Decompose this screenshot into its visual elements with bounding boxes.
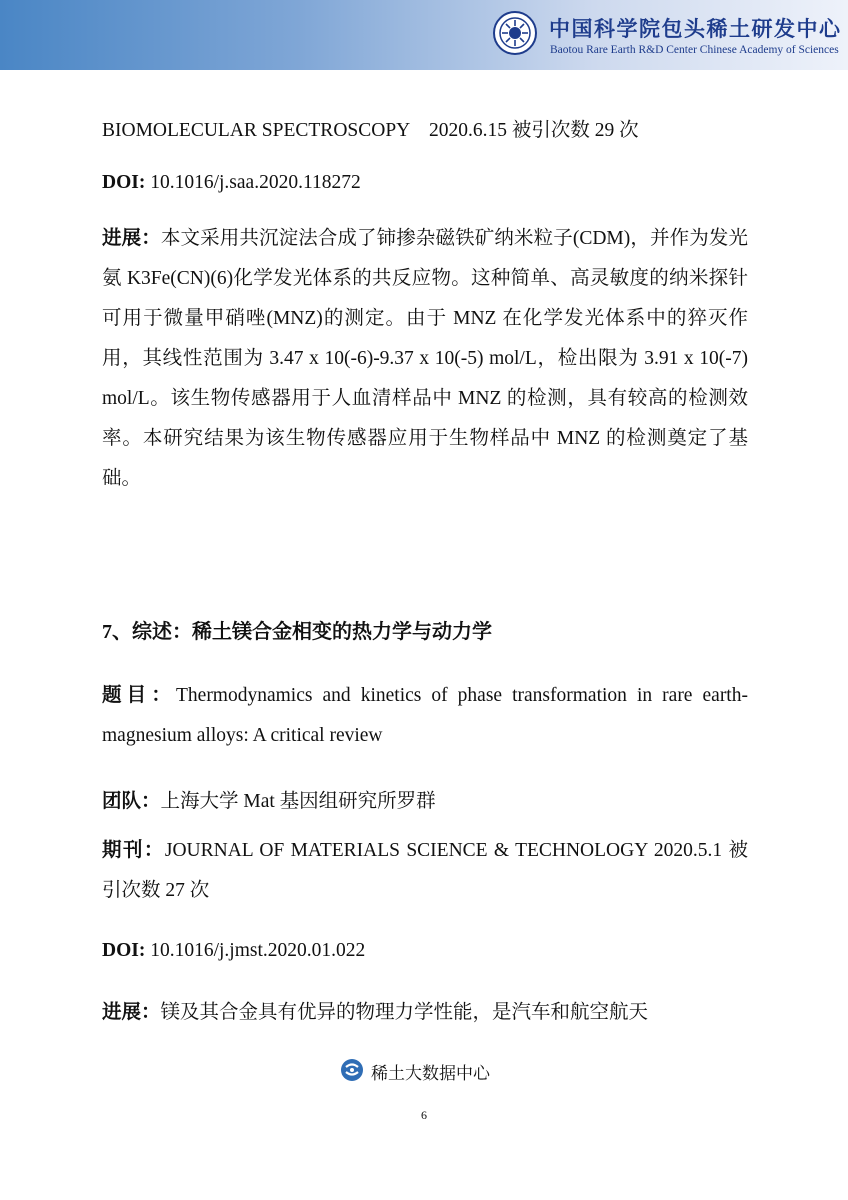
doi-value-2: 10.1016/j.jmst.2020.01.022	[145, 940, 366, 961]
progress-label-2: 进展：	[102, 1002, 161, 1023]
footer-center-name: 稀土大数据中心	[371, 1064, 490, 1083]
title-text: Thermodynamics and kinetics of phase transformation in rare earth-magnesium alloys: A critical review	[102, 685, 748, 746]
title-label: 题目：	[102, 685, 176, 706]
team-label: 团队：	[102, 791, 161, 812]
progress-label: 进展：	[102, 228, 161, 249]
org-name-en: Baotou Rare Earth R&D Center Chinese Academy of Sciences	[550, 44, 839, 56]
big-data-logo-icon	[340, 1058, 364, 1082]
journal-text: JOURNAL OF MATERIALS SCIENCE & TECHNOLOGY 2020.5.1 被引次数 27 次	[102, 840, 748, 901]
progress-paragraph	[102, 219, 748, 499]
journal-line: BIOMOLECULAR SPECTROSCOPY 2020.6.15 被引次数 29 次	[102, 120, 639, 141]
journal-paragraph	[102, 831, 748, 911]
cas-emblem-icon	[493, 11, 537, 55]
org-name-cn: 中国科学院包头稀土研发中心	[549, 16, 842, 41]
doi-line-2	[102, 940, 365, 962]
journal-label: 期刊：	[102, 840, 165, 861]
progress-text: 本文采用共沉淀法合成了铈掺杂磁铁矿纳米粒子(CDM)，并作为发光氨 K3Fe(CN)(6)化学发光体系的共反应物。这种简单、高灵敏度的纳米探针可用于微量甲硝唑(MNZ)的测定。由于 MNZ 在化学发光体系中的猝灭作用，其线性范围为 3.47 x 10(-6)-9.37 x 10(-5) mol/L，检出限为 3.91 x 10(-7) mol/L。该生物传感器用于人血清样品中 MNZ 的检测，具有较高的检测效率。本研究结果为该生物传感器应用于生物样品中 MNZ 的检测奠定了基础。	[102, 228, 748, 489]
team-text: 上海大学 Mat 基因组研究所罗群	[160, 791, 436, 812]
doi-line	[102, 172, 361, 194]
section-heading: 7、综述：稀土镁合金相变的热力学与动力学	[102, 621, 492, 643]
team-line	[102, 785, 436, 813]
title-paragraph	[102, 676, 748, 756]
page-number: 6	[421, 1108, 427, 1122]
doi-value: 10.1016/j.saa.2020.118272	[145, 172, 361, 193]
page-header	[0, 0, 848, 70]
doi-label: DOI:	[102, 172, 146, 193]
progress-text-2: 镁及其合金具有优异的物理力学性能，是汽车和航空航天	[160, 1002, 649, 1023]
progress-line-2	[102, 996, 648, 1024]
doi-label-2: DOI:	[102, 940, 146, 961]
